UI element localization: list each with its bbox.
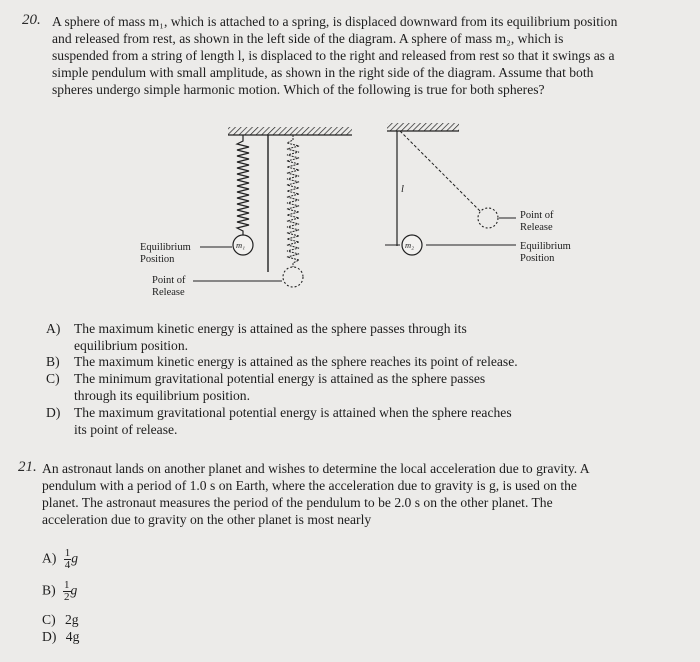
choice-d[interactable] <box>46 405 666 439</box>
sphere-m2-release <box>478 208 498 228</box>
left-spring <box>237 135 249 235</box>
question-21-number: 21. <box>18 459 37 475</box>
spring-pendulum-diagram <box>0 110 700 310</box>
choice-text: through its equilibrium position. <box>74 387 250 403</box>
label-line: Release <box>152 287 185 298</box>
choice-label: A) <box>46 321 61 336</box>
question-20-line: simple pendulum with small amplitude, as shown in the right side of the diagram. Assume that both <box>52 65 594 80</box>
question-20-line: and released from rest, as shown in the left side of the diagram. A sphere of mass m₂, which is <box>52 31 564 46</box>
answer-c[interactable] <box>42 612 79 628</box>
left-ceiling-hatch <box>228 127 352 135</box>
m1-label: m₁ <box>236 240 246 250</box>
answer-text: 2g <box>65 612 79 627</box>
answer-label: C) <box>42 612 56 627</box>
question-20-line: A sphere of mass m₁, which is attached to a spring, is displaced downward from its equilibrium position <box>52 14 618 29</box>
pendulum-string-displaced <box>400 131 481 212</box>
choice-c[interactable] <box>46 371 666 405</box>
answer-a[interactable] <box>42 548 78 571</box>
label-line: Point of <box>520 210 554 221</box>
label-line: Position <box>520 253 555 264</box>
choice-label: B) <box>46 354 60 369</box>
numerator: 1 <box>64 579 70 591</box>
question-21-line: planet. The astronaut measures the period of the pendulum to be 2.0 s on the other planet. The <box>42 495 553 510</box>
question-20-number: 20. <box>22 12 41 28</box>
choice-text: The minimum gravitational potential energy is attained as the sphere passes <box>74 371 486 386</box>
answer-label: B) <box>42 582 56 598</box>
fraction <box>63 580 71 603</box>
denominator: 2 <box>64 591 70 603</box>
choice-text: equilibrium position. <box>74 337 189 353</box>
right-release-label <box>520 210 554 234</box>
answer-text: 4g <box>65 629 80 644</box>
label-line: Equilibrium <box>140 242 191 253</box>
choice-label: D) <box>46 405 61 420</box>
question-20-line: spheres undergo simple harmonic motion. Which of the following is true for both spheres? <box>52 82 545 97</box>
choice-text: The maximum kinetic energy is attained as the sphere passes through its <box>74 321 467 336</box>
sphere-m1-release <box>283 267 303 287</box>
right-equilibrium-label <box>520 241 571 265</box>
answer-d[interactable] <box>42 629 79 645</box>
answer-label: A) <box>42 550 57 566</box>
label-line: Position <box>140 254 175 265</box>
choice-text: The maximum kinetic energy is attained as the sphere reaches its point of release. <box>74 354 518 369</box>
answer-b[interactable] <box>42 580 77 603</box>
label-line: Point of <box>152 275 186 286</box>
choice-label: C) <box>46 371 60 386</box>
right-spring-dashed <box>287 135 299 267</box>
numerator: 1 <box>64 547 71 559</box>
m2-label: m₂ <box>405 240 415 250</box>
question-21-line: acceleration due to gravity on the other planet is most nearly <box>42 512 372 527</box>
question-21-text <box>42 460 590 528</box>
denominator: 4 <box>64 559 71 571</box>
choice-text: The maximum gravitational potential energy is attained when the sphere reaches <box>74 405 512 420</box>
label-line: Equilibrium <box>520 241 571 252</box>
variable: g <box>70 582 78 598</box>
choice-b[interactable] <box>46 354 666 371</box>
choice-text: its point of release. <box>74 421 178 437</box>
label-line: Release <box>520 222 553 233</box>
choice-a[interactable] <box>46 321 666 355</box>
variable: g <box>71 550 79 566</box>
answer-label: D) <box>42 629 57 644</box>
left-release-label <box>152 275 186 299</box>
question-20-line: suspended from a string of length l, is displaced to the right and released from rest so that it swings as a <box>52 48 615 63</box>
question-20-text <box>52 13 617 98</box>
left-equilibrium-label <box>140 242 191 266</box>
length-label: l <box>401 184 404 195</box>
question-21-line: pendulum with a period of 1.0 s on Earth, where the acceleration due to gravity is g, is used on the <box>42 478 577 493</box>
right-ceiling-hatch <box>387 123 459 131</box>
question-21-line: An astronaut lands on another planet and wishes to determine the local acceleration due to gravity. A <box>42 461 590 476</box>
